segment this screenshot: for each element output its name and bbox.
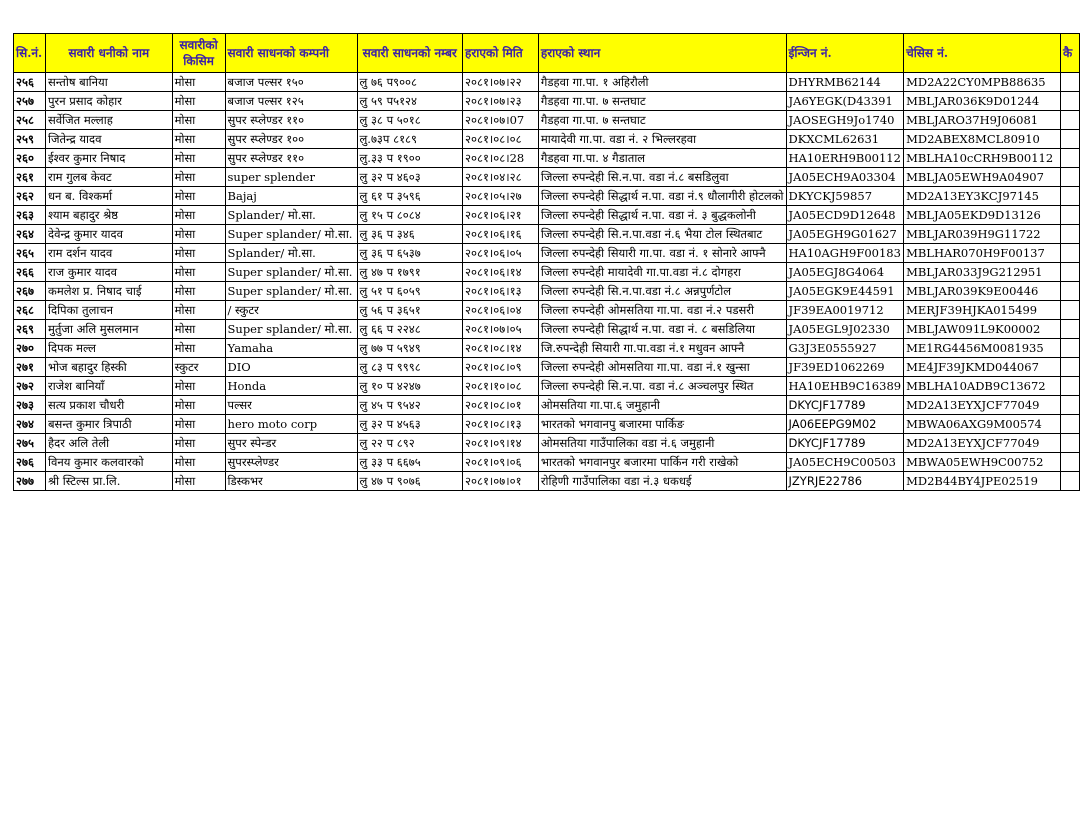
cell-serial: २७० [14,339,46,358]
cell-vehicle-type: मोसा [172,225,225,244]
cell-chassis-no: MBLHA10cCRH9B00112 [904,149,1061,168]
cell-company: DIO [225,358,357,377]
cell-remarks [1061,225,1080,244]
cell-chassis-no: MERJF39HJKA015499 [904,301,1061,320]
cell-chassis-no: MBWA06AXG9M00574 [904,415,1061,434]
cell-company: super splender [225,168,357,187]
cell-serial: २७७ [14,472,46,491]
cell-chassis-no: MBLJAR036K9D01244 [904,92,1061,111]
cell-engine-no: HA10EHB9C16389 [786,377,904,396]
cell-lost-place: गैडहवा गा.पा. ४ गैडाताल [538,149,786,168]
table-row [14,130,1080,149]
header-company: सवारी साधनको कम्पनी [225,34,357,73]
cell-lost-date: २०८१।०७।२२ [463,73,539,92]
cell-remarks [1061,301,1080,320]
cell-vehicle-type: मोसा [172,263,225,282]
cell-owner-name: सत्य प्रकाश चौधरी [45,396,172,415]
cell-company: सुपर स्प्लेण्डर ११० [225,111,357,130]
cell-owner-name: मुर्तुजा अलि मुसलमान [45,320,172,339]
cell-remarks [1061,168,1080,187]
cell-remarks [1061,92,1080,111]
cell-lost-place: जिल्ला रुपन्देही ओमसतिया गा.पा. वडा नं.२ पडसरी [538,301,786,320]
header-vehicle-number: सवारी साधनको नम्बर [357,34,463,73]
cell-owner-name: भोज बहादुर हिस्की [45,358,172,377]
cell-vehicle-number: लु ६१ प ३५९६ [357,187,463,206]
cell-remarks [1061,187,1080,206]
cell-vehicle-type: मोसा [172,415,225,434]
cell-remarks [1061,377,1080,396]
cell-lost-place: जिल्ला रुपन्देही मायादेवी गा.पा.वडा नं.८ दोगहरा [538,263,786,282]
cell-engine-no: JA06EEPG9M02 [786,415,904,434]
cell-lost-date: २०८१।०७।०५ [463,320,539,339]
cell-vehicle-type: मोसा [172,282,225,301]
cell-owner-name: सन्तोष बानिया [45,73,172,92]
cell-lost-date: २०८१।०८।०८ [463,130,539,149]
cell-chassis-no: MD2A22CY0MPB88635 [904,73,1061,92]
cell-serial: २७२ [14,377,46,396]
table-row [14,434,1080,453]
table-row [14,301,1080,320]
cell-chassis-no: MD2ABEX8MCL80910 [904,130,1061,149]
cell-company: बजाज पल्सर १५० [225,73,357,92]
cell-vehicle-type: मोसा [172,187,225,206]
table-row [14,472,1080,491]
cell-company: सुपरस्प्लेण्डर [225,453,357,472]
vehicle-record-table [13,33,1080,491]
cell-vehicle-type: मोसा [172,92,225,111]
cell-company: Super splander/ मो.सा. [225,225,357,244]
cell-vehicle-type: मोसा [172,301,225,320]
cell-company: Honda [225,377,357,396]
cell-company: Bajaj [225,187,357,206]
cell-serial: २५९ [14,130,46,149]
cell-serial: २५७ [14,92,46,111]
cell-owner-name: देवेन्द्र कुमार यादव [45,225,172,244]
header-owner-name: सवारी धनीको नाम [45,34,172,73]
cell-lost-place: रोहिणी गाउँपालिका वडा नं.३ धकधई [538,472,786,491]
cell-owner-name: दिपिका तुलाचन [45,301,172,320]
table-row [14,187,1080,206]
cell-remarks [1061,111,1080,130]
cell-vehicle-type: मोसा [172,472,225,491]
cell-lost-date: २०८१।०६।१६ [463,225,539,244]
cell-chassis-no: MBLJARO37H9J06081 [904,111,1061,130]
cell-company: सुपर स्पेन्डर [225,434,357,453]
cell-lost-place: जिल्ला रुपन्देही ओमसतिया गा.पा. वडा नं.१ खुन्सा [538,358,786,377]
cell-company: बजाज पल्सर १२५ [225,92,357,111]
cell-remarks [1061,320,1080,339]
cell-remarks [1061,434,1080,453]
cell-lost-date: २०८१।०६।१४ [463,263,539,282]
cell-lost-place: गैडहवा गा.पा. ७ सन्तघाट [538,111,786,130]
cell-vehicle-type: मोसा [172,377,225,396]
cell-company: Splander/ मो.सा. [225,206,357,225]
cell-serial: २६७ [14,282,46,301]
cell-vehicle-type: मोसा [172,168,225,187]
cell-owner-name: कमलेश प्र. निषाद चाई [45,282,172,301]
cell-vehicle-number: लु ५१ प ६०५९ [357,282,463,301]
cell-lost-place: ओमसतिया गाउँपालिका वडा नं.६ जमुहानी [538,434,786,453]
header-lost-date: हराएको मिति [463,34,539,73]
cell-chassis-no: MBLJAW091L9K00002 [904,320,1061,339]
cell-lost-place: जिल्ला रुपन्देही सिद्धार्थ न.पा. वडा नं.९ धौलागीरी होटलको [538,187,786,206]
cell-engine-no: DKYCJF17789 [786,434,904,453]
header-lost-place: हराएको स्थान [538,34,786,73]
cell-company: सुपर स्प्लेण्डर ११० [225,149,357,168]
cell-company: hero moto corp [225,415,357,434]
cell-remarks [1061,149,1080,168]
cell-vehicle-type: मोसा [172,320,225,339]
header-serial: सि.नं. [14,34,46,73]
cell-owner-name: धन ब. विश्कर्मा [45,187,172,206]
cell-engine-no: JA05ECH9A03304 [786,168,904,187]
cell-vehicle-type: मोसा [172,111,225,130]
cell-remarks [1061,206,1080,225]
cell-chassis-no: MBWA05EWH9C00752 [904,453,1061,472]
cell-vehicle-type: मोसा [172,206,225,225]
cell-chassis-no: MD2A13EYXJCF77049 [904,434,1061,453]
cell-owner-name: जितेन्द्र यादव [45,130,172,149]
cell-remarks [1061,358,1080,377]
cell-engine-no: JA05EGL9J02330 [786,320,904,339]
cell-serial: २७५ [14,434,46,453]
cell-company: डिस्कभर [225,472,357,491]
cell-lost-date: २०८१।०९।०६ [463,453,539,472]
cell-company: Super splander/ मो.सा. [225,320,357,339]
cell-engine-no: DKXCML62631 [786,130,904,149]
cell-remarks [1061,415,1080,434]
cell-remarks [1061,244,1080,263]
cell-vehicle-number: लु ३२ प ४५६३ [357,415,463,434]
cell-engine-no: JA05ECD9D12648 [786,206,904,225]
cell-vehicle-number: लु ४७ प १७९१ [357,263,463,282]
cell-vehicle-number: लु ८३ प ९९९८ [357,358,463,377]
cell-lost-place: भारतको भगवानपुर बजारमा पार्किन गरी राखेको [538,453,786,472]
cell-lost-place: जिल्ला रुपन्देही सि.न.पा.वडा नं.६ भैया टोल स्थितबाट [538,225,786,244]
cell-vehicle-number: लु ७६ प९००८ [357,73,463,92]
cell-serial: २६५ [14,244,46,263]
cell-vehicle-number: लु ४७ प ९०७६ [357,472,463,491]
cell-owner-name: राम दर्शन यादव [45,244,172,263]
cell-vehicle-number: लु १५ प ८०८४ [357,206,463,225]
cell-owner-name: ईश्वर कुमार निषाद [45,149,172,168]
cell-lost-date: २०८१।०८।१३ [463,415,539,434]
cell-remarks [1061,73,1080,92]
header-remarks: कै [1061,34,1080,73]
cell-lost-date: २०८१।०७।२३ [463,92,539,111]
cell-vehicle-number: लु ६६ प २२४८ [357,320,463,339]
table-row [14,92,1080,111]
cell-vehicle-number: लु ३६ प ६५३७ [357,244,463,263]
cell-engine-no: HA10ERH9B00112 [786,149,904,168]
cell-vehicle-type: मोसा [172,130,225,149]
cell-vehicle-type: मोसा [172,149,225,168]
cell-chassis-no: MD2A13EYXJCF77049 [904,396,1061,415]
header-chassis-no: चेसिस नं. [904,34,1061,73]
cell-owner-name: श्री स्टिल्स प्रा.लि. [45,472,172,491]
table-row [14,358,1080,377]
cell-owner-name: राजेश बानियाँ [45,377,172,396]
cell-lost-date: २०८१।१०।०८ [463,377,539,396]
cell-remarks [1061,263,1080,282]
cell-lost-date: २०८१।०८।28 [463,149,539,168]
cell-vehicle-number: लु.३३ प १९०० [357,149,463,168]
cell-company: Yamaha [225,339,357,358]
cell-engine-no: JA05EGH9G01627 [786,225,904,244]
cell-owner-name: सर्वेजित मल्लाह [45,111,172,130]
cell-vehicle-number: लु ५६ प ३६५१ [357,301,463,320]
cell-owner-name: राज कुमार यादव [45,263,172,282]
cell-remarks [1061,396,1080,415]
cell-chassis-no: MBLHAR070H9F00137 [904,244,1061,263]
cell-engine-no: JA6YEGK(D43391 [786,92,904,111]
cell-company: पल्सर [225,396,357,415]
cell-chassis-no: MBLJA05EWH9A04907 [904,168,1061,187]
table-row [14,168,1080,187]
cell-lost-date: २०८१।०६।०५ [463,244,539,263]
table-row [14,282,1080,301]
cell-serial: २७३ [14,396,46,415]
cell-lost-date: २०८१।०६।१३ [463,282,539,301]
cell-engine-no: HA10AGH9F00183 [786,244,904,263]
cell-engine-no: JF39EA0019712 [786,301,904,320]
cell-lost-place: जिल्ला रुपन्देही सि.न.पा. वडा नं.८ बसडिलुवा [538,168,786,187]
cell-lost-place: मायादेवी गा.पा. वडा नं. २ भिल्लरहवा [538,130,786,149]
cell-owner-name: राम गुलब केवट [45,168,172,187]
cell-vehicle-number: लु ३८ प ५०१८ [357,111,463,130]
cell-vehicle-number: लु ३३ प ६६७५ [357,453,463,472]
cell-company: Super splander/ मो.सा. [225,263,357,282]
header-vehicle-type: सवारीको किसिम [172,34,225,73]
cell-owner-name: बसन्त कुमार त्रिपाठी [45,415,172,434]
cell-serial: २७४ [14,415,46,434]
cell-engine-no: JA05ECH9C00503 [786,453,904,472]
cell-lost-date: २०८१।०७।07 [463,111,539,130]
cell-engine-no: JZYRJE22786 [786,472,904,491]
cell-vehicle-number: लु.७३प ८१८९ [357,130,463,149]
table-row [14,149,1080,168]
cell-serial: २६४ [14,225,46,244]
table-body [14,73,1080,491]
cell-vehicle-number: लु २२ प ८९२ [357,434,463,453]
cell-chassis-no: MBLJA05EKD9D13126 [904,206,1061,225]
table-row [14,206,1080,225]
cell-vehicle-type: मोसा [172,244,225,263]
table-row [14,396,1080,415]
cell-remarks [1061,339,1080,358]
cell-vehicle-type: मोसा [172,396,225,415]
cell-company: / स्कुटर [225,301,357,320]
cell-vehicle-number: लु ७७ प ५९४९ [357,339,463,358]
cell-remarks [1061,282,1080,301]
cell-serial: २६१ [14,168,46,187]
cell-owner-name: श्याम बहादुर श्रेष्ठ [45,206,172,225]
cell-serial: २६६ [14,263,46,282]
cell-owner-name: हैदर अलि तेली [45,434,172,453]
cell-lost-date: २०८१।०८।०१ [463,396,539,415]
cell-lost-date: २०८१।०७।०१ [463,472,539,491]
cell-serial: २६० [14,149,46,168]
cell-vehicle-type: मोसा [172,453,225,472]
cell-chassis-no: MBLJAR033J9G212951 [904,263,1061,282]
cell-engine-no: JA05EGJ8G4064 [786,263,904,282]
cell-engine-no: DKYCJF17789 [786,396,904,415]
cell-company: Splander/ मो.सा. [225,244,357,263]
table-row [14,263,1080,282]
cell-lost-date: २०८१।०६।०४ [463,301,539,320]
cell-chassis-no: MBLJAR039K9E00446 [904,282,1061,301]
cell-engine-no: DHYRMB62144 [786,73,904,92]
table-row [14,111,1080,130]
cell-chassis-no: MD2B44BY4JPE02519 [904,472,1061,491]
cell-chassis-no: MD2A13EY3KCJ97145 [904,187,1061,206]
cell-serial: २६८ [14,301,46,320]
cell-vehicle-type: मोसा [172,73,225,92]
cell-serial: २५६ [14,73,46,92]
cell-engine-no: JF39ED1062269 [786,358,904,377]
cell-chassis-no: MBLHA10ADB9C13672 [904,377,1061,396]
cell-lost-date: २०८१।०८।०९ [463,358,539,377]
table-row [14,415,1080,434]
cell-vehicle-number: लु ४५ प ९५४२ [357,396,463,415]
cell-serial: २७१ [14,358,46,377]
table-row [14,225,1080,244]
table-header [14,34,1080,73]
cell-lost-date: २०८१।०४।२८ [463,168,539,187]
cell-lost-place: जिल्ला रुपन्देही सियारी गा.पा. वडा नं. १ सोनारे आफ्नै [538,244,786,263]
cell-chassis-no: MBLJAR039H9G11722 [904,225,1061,244]
cell-vehicle-number: लु ३६ प ३४६ [357,225,463,244]
cell-owner-name: विनय कुमार कलवारको [45,453,172,472]
table-row [14,453,1080,472]
cell-chassis-no: ME4JF39JKMD044067 [904,358,1061,377]
cell-vehicle-type: मोसा [172,339,225,358]
cell-serial: २५८ [14,111,46,130]
cell-engine-no: DKYCKJ59857 [786,187,904,206]
cell-lost-place: जिल्ला रुपन्देही सि.न.पा. वडा नं.८ अञ्चलपुर स्थित [538,377,786,396]
cell-serial: २६९ [14,320,46,339]
header-engine-no: ईन्जिन नं. [786,34,904,73]
table-row [14,73,1080,92]
cell-remarks [1061,453,1080,472]
table-row [14,320,1080,339]
cell-remarks [1061,130,1080,149]
cell-lost-place: गैडहवा गा.पा. १ अहिरौली [538,73,786,92]
cell-serial: २६३ [14,206,46,225]
cell-vehicle-type: स्कुटर [172,358,225,377]
cell-lost-date: २०८१।०९।१४ [463,434,539,453]
cell-lost-place: जिल्ला रुपन्देही सिद्धार्थ न.पा. वडा नं. ३ बुद्धकलोनी [538,206,786,225]
cell-lost-place: जि.रुपन्देही सियारी गा.पा.वडा नं.१ मधुवन आफ्नै [538,339,786,358]
cell-vehicle-number: लु ५९ प५१२४ [357,92,463,111]
cell-owner-name: दिपक मल्ल [45,339,172,358]
cell-serial: २७६ [14,453,46,472]
cell-lost-date: २०८१।०६।२१ [463,206,539,225]
cell-engine-no: JA05EGK9E44591 [786,282,904,301]
cell-vehicle-number: लु ३२ प ४६०३ [357,168,463,187]
table-row [14,339,1080,358]
cell-vehicle-number: लु १० प ४२४७ [357,377,463,396]
cell-vehicle-type: मोसा [172,434,225,453]
cell-lost-date: २०८१।०५।२७ [463,187,539,206]
cell-company: Super splander/ मो.सा. [225,282,357,301]
cell-lost-date: २०८१।०८।१४ [463,339,539,358]
cell-engine-no: G3J3E0555927 [786,339,904,358]
cell-remarks [1061,472,1080,491]
cell-engine-no: JAOSEGH9Jo1740 [786,111,904,130]
cell-company: सुपर स्प्लेण्डर १०० [225,130,357,149]
cell-lost-place: जिल्ला रुपन्देही सि.न.पा.वडा नं.८ अन्नपुर्णटोल [538,282,786,301]
cell-chassis-no: ME1RG4456M0081935 [904,339,1061,358]
cell-lost-place: ओमसतिया गा.पा.६ जमुहानी [538,396,786,415]
cell-serial: २६२ [14,187,46,206]
cell-lost-place: गैडहवा गा.पा. ७ सन्तघाट [538,92,786,111]
cell-owner-name: पुरन प्रसाद कोहार [45,92,172,111]
table-row [14,377,1080,396]
cell-lost-place: जिल्ला रुपन्देही सिद्धार्थ न.पा. वडा नं. ८ बसडिलिया [538,320,786,339]
table-row [14,244,1080,263]
cell-lost-place: भारतको भगवानपु बजारमा पार्किङ [538,415,786,434]
